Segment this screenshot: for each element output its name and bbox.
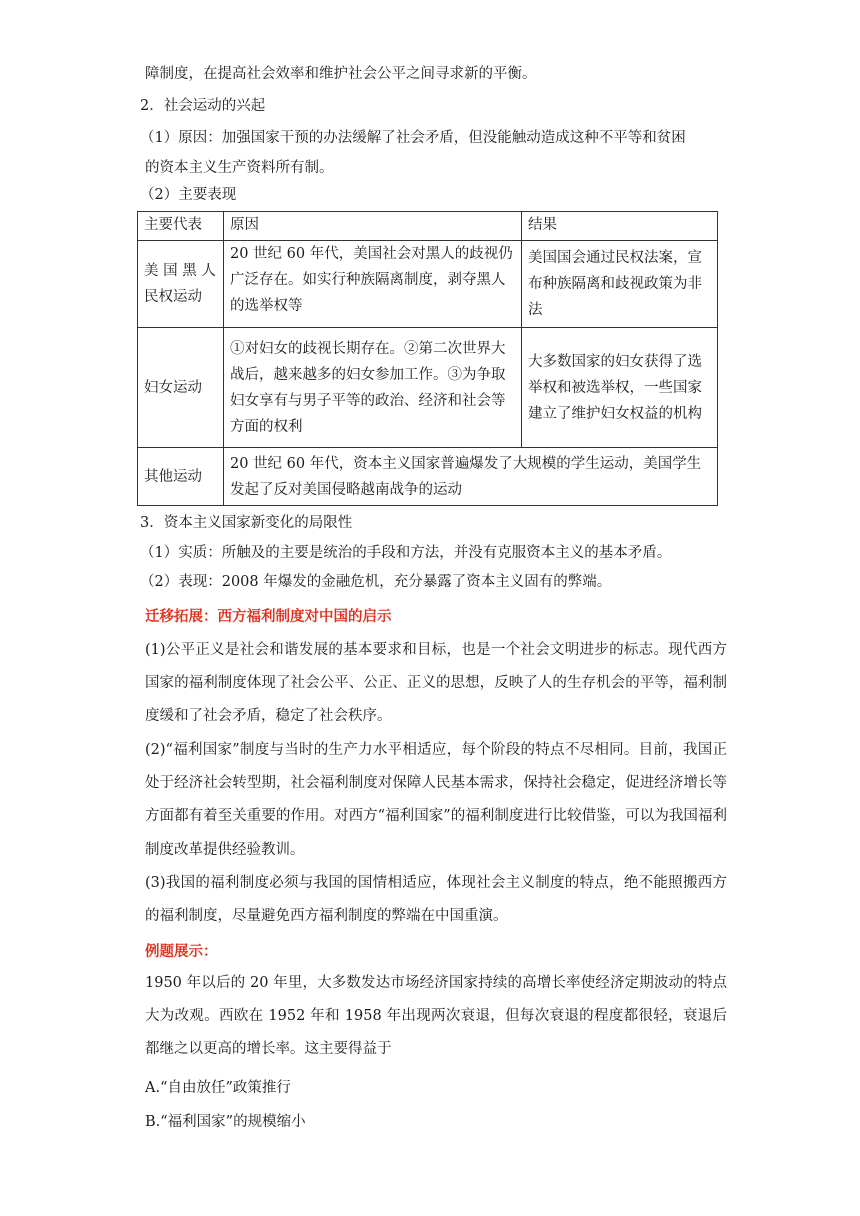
section2-main-label: （2）主要表现 xyxy=(140,187,237,203)
section3-expression: （2）表现：2008 年爆发的金融危机，充分暴露了资本主义固有的弊端。 xyxy=(140,574,612,590)
section2-heading: 2．社会运动的兴起 xyxy=(140,98,266,114)
extension-paragraph-3: (3)我国的福利制度必须与我国的国情相适应，体现社会主义制度的特点，绝不能照搬西方的福利制度，尽量避免西方福利制度的弊端在中国重演。 xyxy=(145,875,727,925)
header-reason: 原因 xyxy=(224,212,522,241)
row-merged-content: 20 世纪 60 年代，资本主义国家普遍爆发了大规模的学生运动，美国学生发起了反对美国侵略越南战争的运动 xyxy=(224,448,718,506)
rep-civil-rights: 美 国 黑 人 民权运动 xyxy=(144,263,216,305)
section3-essence: （1）实质：所触及的主要是统治的手段和方法，并没有克服资本主义的基本矛盾。 xyxy=(140,545,672,561)
header-result: 结果 xyxy=(522,212,718,241)
example-heading: 例题展示： xyxy=(145,943,218,960)
row-representative xyxy=(138,241,224,328)
extension-heading: 迁移拓展：西方福利制度对中国的启示 xyxy=(145,608,392,625)
intro-line: 障制度，在提高社会效率和维护社会公平之间寻求新的平衡。 xyxy=(145,66,537,82)
row-reason: 20 世纪 60 年代，美国社会对黑人的歧视仍广泛存在。如实行种族隔离制度，剥夺黑人的选举权等 xyxy=(224,241,522,328)
row-representative: 妇女运动 xyxy=(138,328,224,448)
option-b: B.“福利国家”的规模缩小 xyxy=(145,1114,306,1130)
row-reason: ①对妇女的歧视长期存在。②第二次世界大战后，越来越多的妇女参加工作。③为争取妇女享有与男子平等的政治、经济和社会等方面的权利 xyxy=(224,328,522,448)
example-question: 1950 年以后的 20 年里，大多数发达市场经济国家持续的高增长率使经济定期波动的特点大为改观。西欧在 1952 年和 1958 年出现两次衰退，但每次衰退的程度都很轻，衰退后都继之以更高的增长率。这主要得益于 xyxy=(145,975,727,1058)
row-result: 美国国会通过民权法案，宣布种族隔离和歧视政策为非法 xyxy=(522,241,718,328)
table-row xyxy=(138,241,718,328)
row-representative: 其他运动 xyxy=(138,448,224,506)
section2-reason-line1: （1）原因：加强国家干预的办法缓解了社会矛盾，但没能触动造成这种不平等和贫困 xyxy=(140,130,686,146)
extension-paragraph-2: (2)“福利国家”制度与当时的生产力水平相适应，每个阶段的特点不尽相同。目前，我国正处于经济社会转型期，社会福利制度对保障人民基本需求，保持社会稳定，促进经济增长等方面都有着至关重要的作用。对西方“福利国家”的福利制度进行比较借鉴，可以为我国福利制度改革提供经验教训。 xyxy=(145,742,727,858)
row-result: 大多数国家的妇女获得了选举权和被选举权，一些国家建立了维护妇女权益的机构 xyxy=(522,328,718,448)
social-movements-table xyxy=(137,211,718,506)
option-a: A.“自由放任”政策推行 xyxy=(145,1080,291,1096)
section3-heading: 3．资本主义国家新变化的局限性 xyxy=(140,515,353,531)
table-header-row xyxy=(138,212,718,241)
table-row xyxy=(138,448,718,506)
section2-reason-line2: 的资本主义生产资料所有制。 xyxy=(145,160,334,176)
extension-paragraph-1: (1)公平正义是社会和谐发展的基本要求和目标，也是一个社会文明进步的标志。现代西方国家的福利制度体现了社会公平、公正、正义的思想，反映了人的生存机会的平等，福利制度缓和了社会矛盾，稳定了社会秩序。 xyxy=(145,642,727,725)
table-row xyxy=(138,328,718,448)
header-representative: 主要代表 xyxy=(138,212,224,241)
